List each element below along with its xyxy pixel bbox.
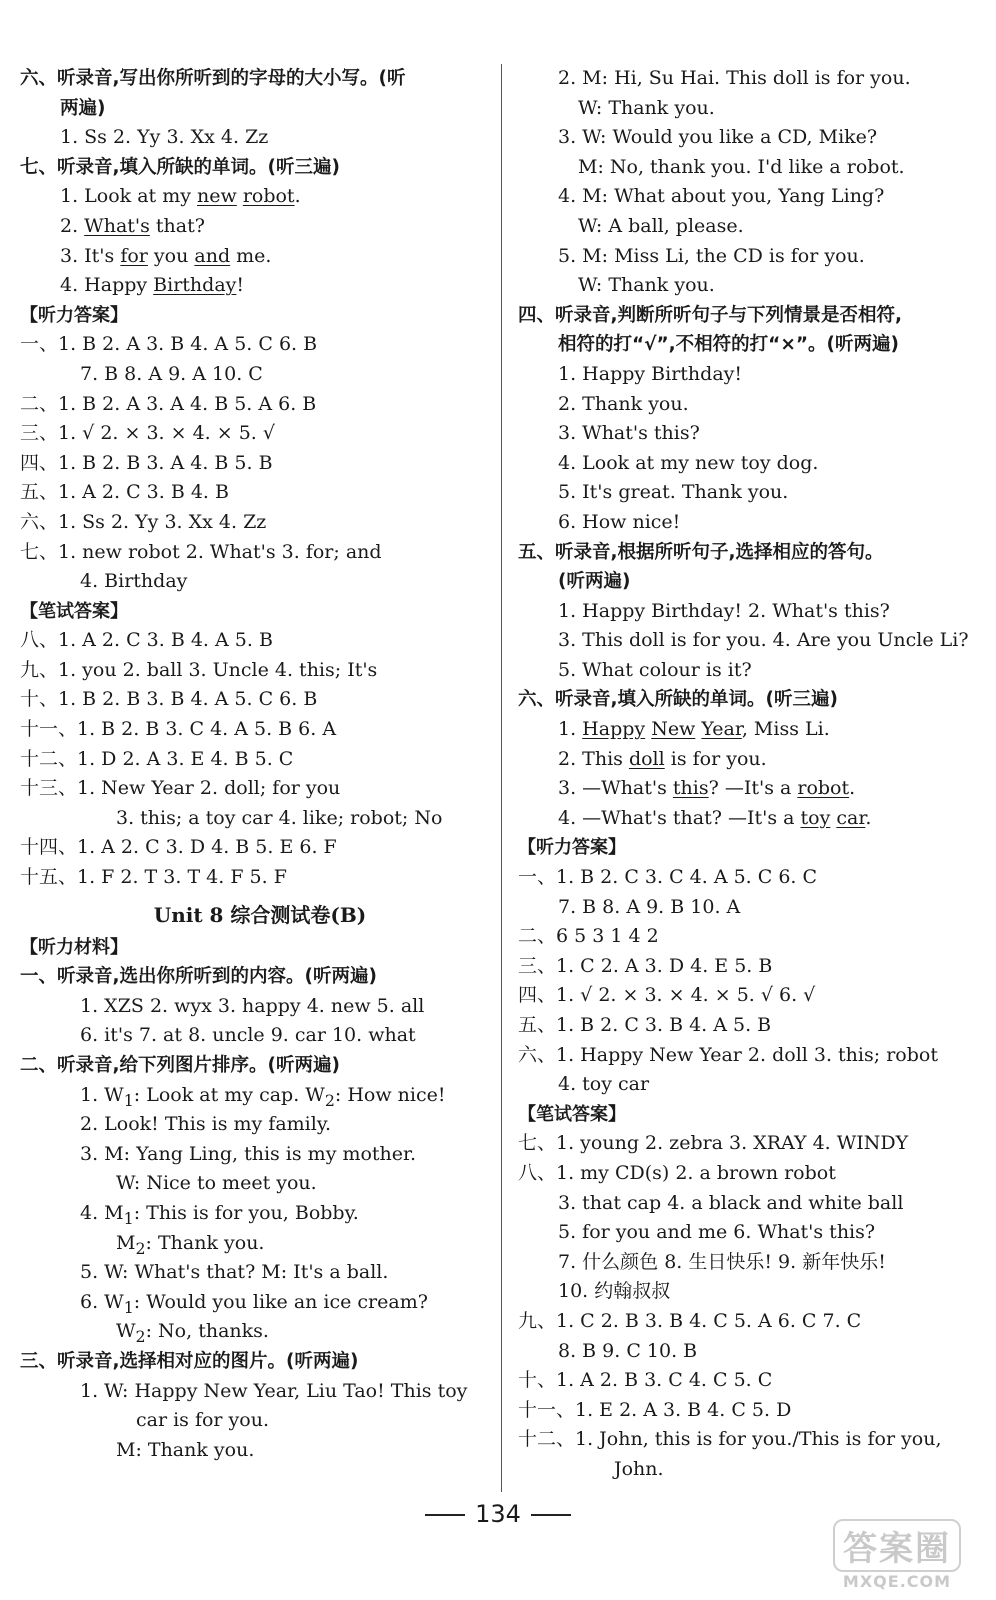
left-line: 六、听录音,写出你所听到的字母的大小写。(听 [20, 68, 406, 89]
right-line: 1. Happy Birthday! 2. What's this? [558, 599, 890, 622]
left-line: 3. It's for you and me. [60, 244, 272, 267]
right-line: 十二、1. John, this is for you./This is for you, [518, 1428, 942, 1451]
right-line: 1. Happy Birthday! [558, 362, 743, 385]
right-line: W: Thank you. [578, 274, 715, 297]
right-line: 四、听录音,判断所听句子与下列情景是否相符, [518, 304, 903, 326]
right-line: 5. It's great. Thank you. [558, 481, 789, 504]
dash-right [531, 1514, 571, 1516]
left-column [20, 64, 500, 1465]
right-line: 2. M: Hi, Su Hai. This doll is for you. [558, 67, 911, 89]
right-line: 2. Thank you. [558, 392, 689, 415]
right-line: 七、1. young 2. zebra 3. XRAY 4. WINDY [518, 1132, 909, 1155]
left-line: 三、1. √ 2. × 3. × 4. × 5. √ [20, 422, 275, 445]
left-line: 1. Ss 2. Yy 3. Xx 4. Zz [60, 126, 269, 149]
left-line: 七、1. new robot 2. What's 3. for; and [20, 540, 382, 563]
right-line: 10. 约翰叔叔 [558, 1280, 671, 1303]
left-line: 【听力材料】 [20, 936, 128, 958]
watermark-logo [812, 1520, 982, 1590]
left-line: 九、1. you 2. ball 3. Uncle 4. this; It's [20, 658, 378, 681]
left-line: 3. this; a toy car 4. like; robot; No [116, 806, 443, 829]
watermark-cn: 答案圈 [833, 1519, 961, 1572]
right-line: 六、1. Happy New Year 2. doll 3. this; robot [518, 1043, 938, 1066]
right-line: 六、听录音,填入所缺的单词。(听三遍) [518, 689, 838, 711]
right-column [518, 64, 984, 1485]
right-line: 十一、1. E 2. A 3. B 4. C 5. D [518, 1398, 792, 1421]
right-line: 4. M: What about you, Yang Ling? [558, 185, 885, 208]
left-line: 1. Look at my new robot. [60, 185, 301, 208]
left-line: 十二、1. D 2. A 3. E 4. B 5. C [20, 747, 294, 770]
left-line: 八、1. A 2. C 3. B 4. A 5. B [20, 629, 273, 652]
left-line: 5. W: What's that? M: It's a ball. [80, 1261, 389, 1284]
left-line: 【听力答案】 [20, 304, 128, 326]
left-line: W: Nice to meet you. [116, 1172, 317, 1195]
right-line: 八、1. my CD(s) 2. a brown robot [518, 1161, 836, 1184]
right-line: 3. that cap 4. a black and white ball [558, 1191, 904, 1214]
dash-left [425, 1514, 465, 1516]
right-line: 三、1. C 2. A 3. D 4. E 5. B [518, 954, 773, 977]
right-line: W: Thank you. [578, 96, 715, 119]
right-line: 【笔试答案】 [518, 1103, 626, 1125]
left-line: 6. it's 7. at 8. uncle 9. car 10. what [80, 1024, 416, 1047]
left-line: 七、听录音,填入所缺的单词。(听三遍) [20, 156, 340, 178]
right-line: 二、6 5 3 1 4 2 [518, 925, 659, 948]
left-line: 7. B 8. A 9. A 10. C [80, 362, 263, 385]
right-line: 7. 什么颜色 8. 生日快乐! 9. 新年快乐! [558, 1250, 886, 1273]
left-line: 一、听录音,选出你所听到的内容。(听两遍) [20, 966, 377, 988]
left-line: $M_2$: Thank you. [116, 1231, 265, 1258]
page-number-text: 134 [475, 1500, 521, 1528]
left-line: 二、1. B 2. A 3. A 4. B 5. A 6. B [20, 392, 317, 415]
right-line: 3. —What's this? —It's a robot. [558, 777, 856, 800]
left-line: 1. XZS 2. wyx 3. happy 4. new 5. all [80, 994, 425, 1017]
right-line: 【听力答案】 [518, 837, 626, 859]
right-line: (听两遍) [558, 571, 631, 593]
left-line: 【笔试答案】 [20, 600, 128, 622]
right-line: 九、1. C 2. B 3. B 4. C 5. A 6. C 7. C [518, 1309, 862, 1332]
right-line: 3. This doll is for you. 4. Are you Uncle Li? [558, 629, 969, 652]
left-line: 十三、1. New Year 2. doll; for you [20, 777, 341, 800]
left-line: 4. $M_1$: This is for you, Bobby. [80, 1201, 359, 1228]
right-line: 5. for you and me 6. What's this? [558, 1221, 876, 1244]
left-line: 十、1. B 2. B 3. B 4. A 5. C 6. B [20, 688, 318, 711]
right-line: 4. toy car [558, 1073, 650, 1096]
right-line: 五、1. B 2. C 3. B 4. A 5. B [518, 1014, 772, 1036]
left-line: 十五、1. F 2. T 3. T 4. F 5. F [20, 866, 287, 889]
right-line: 2. This doll is for you. [558, 747, 767, 770]
left-line: 1. $W_1$: Look at my cap. $W_2$: How nice! [80, 1083, 446, 1110]
right-line: 3. W: Would you like a CD, Mike? [558, 126, 878, 149]
right-line: 相符的打“√”,不相符的打“×”。(听两遍) [558, 334, 899, 356]
left-line: 3. M: Yang Ling, this is my mother. [80, 1142, 417, 1165]
left-line: Unit 8 综合测试卷(B) [153, 902, 367, 927]
left-line: 1. W: Happy New Year, Liu Tao! This toy [80, 1379, 468, 1402]
right-line: 7. B 8. A 9. B 10. A [558, 895, 741, 918]
right-line: 5. What colour is it? [558, 658, 752, 681]
right-line: 3. What's this? [558, 422, 700, 445]
right-line: M: No, thank you. I'd like a robot. [578, 155, 905, 178]
left-line: M: Thank you. [116, 1438, 255, 1461]
right-line: 4. Look at my new toy dog. [558, 451, 819, 474]
watermark-en: MXQE.COM [842, 1572, 952, 1591]
left-line: 2. What's that? [60, 214, 205, 237]
right-line: 4. —What's that? —It's a toy car. [558, 806, 872, 829]
right-line: 8. B 9. C 10. B [558, 1339, 698, 1362]
left-line: 4. Birthday [80, 570, 188, 593]
left-line: 2. Look! This is my family. [80, 1113, 332, 1136]
left-line: $W_2$: No, thanks. [116, 1320, 269, 1347]
right-line: 1. Happy New Year, Miss Li. [558, 718, 830, 741]
left-line: 十四、1. A 2. C 3. D 4. B 5. E 6. F [20, 836, 337, 859]
left-line: car is for you. [136, 1409, 269, 1432]
right-line: John. [614, 1457, 664, 1480]
left-line: 三、听录音,选择相对应的图片。(听两遍) [20, 1350, 359, 1372]
right-line: 6. How nice! [558, 510, 681, 533]
column-divider [501, 64, 502, 1492]
left-line: 两遍) [60, 97, 106, 119]
left-line: 6. $W_1$: Would you like an ice cream? [80, 1290, 428, 1317]
left-line: 4. Happy Birthday! [60, 274, 245, 297]
right-line: 5. M: Miss Li, the CD is for you. [558, 244, 865, 267]
right-line: 一、1. B 2. C 3. C 4. A 5. C 6. C [518, 866, 818, 889]
left-line: 六、1. Ss 2. Yy 3. Xx 4. Zz [20, 510, 267, 533]
right-line: W: A ball, please. [578, 214, 744, 237]
left-line: 四、1. B 2. B 3. A 4. B 5. B [20, 451, 273, 474]
right-line: 十、1. A 2. B 3. C 4. C 5. C [518, 1369, 773, 1392]
left-line: 一、1. B 2. A 3. B 4. A 5. C 6. B [20, 333, 318, 356]
right-line: 四、1. √ 2. × 3. × 4. × 5. √ 6. √ [518, 984, 816, 1007]
right-line: 五、听录音,根据所听句子,选择相应的答句。 [518, 541, 884, 563]
left-line: 二、听录音,给下列图片排序。(听两遍) [20, 1055, 340, 1076]
left-line: 五、1. A 2. C 3. B 4. B [20, 481, 229, 504]
left-line: 十一、1. B 2. B 3. C 4. A 5. B 6. A [20, 718, 337, 741]
